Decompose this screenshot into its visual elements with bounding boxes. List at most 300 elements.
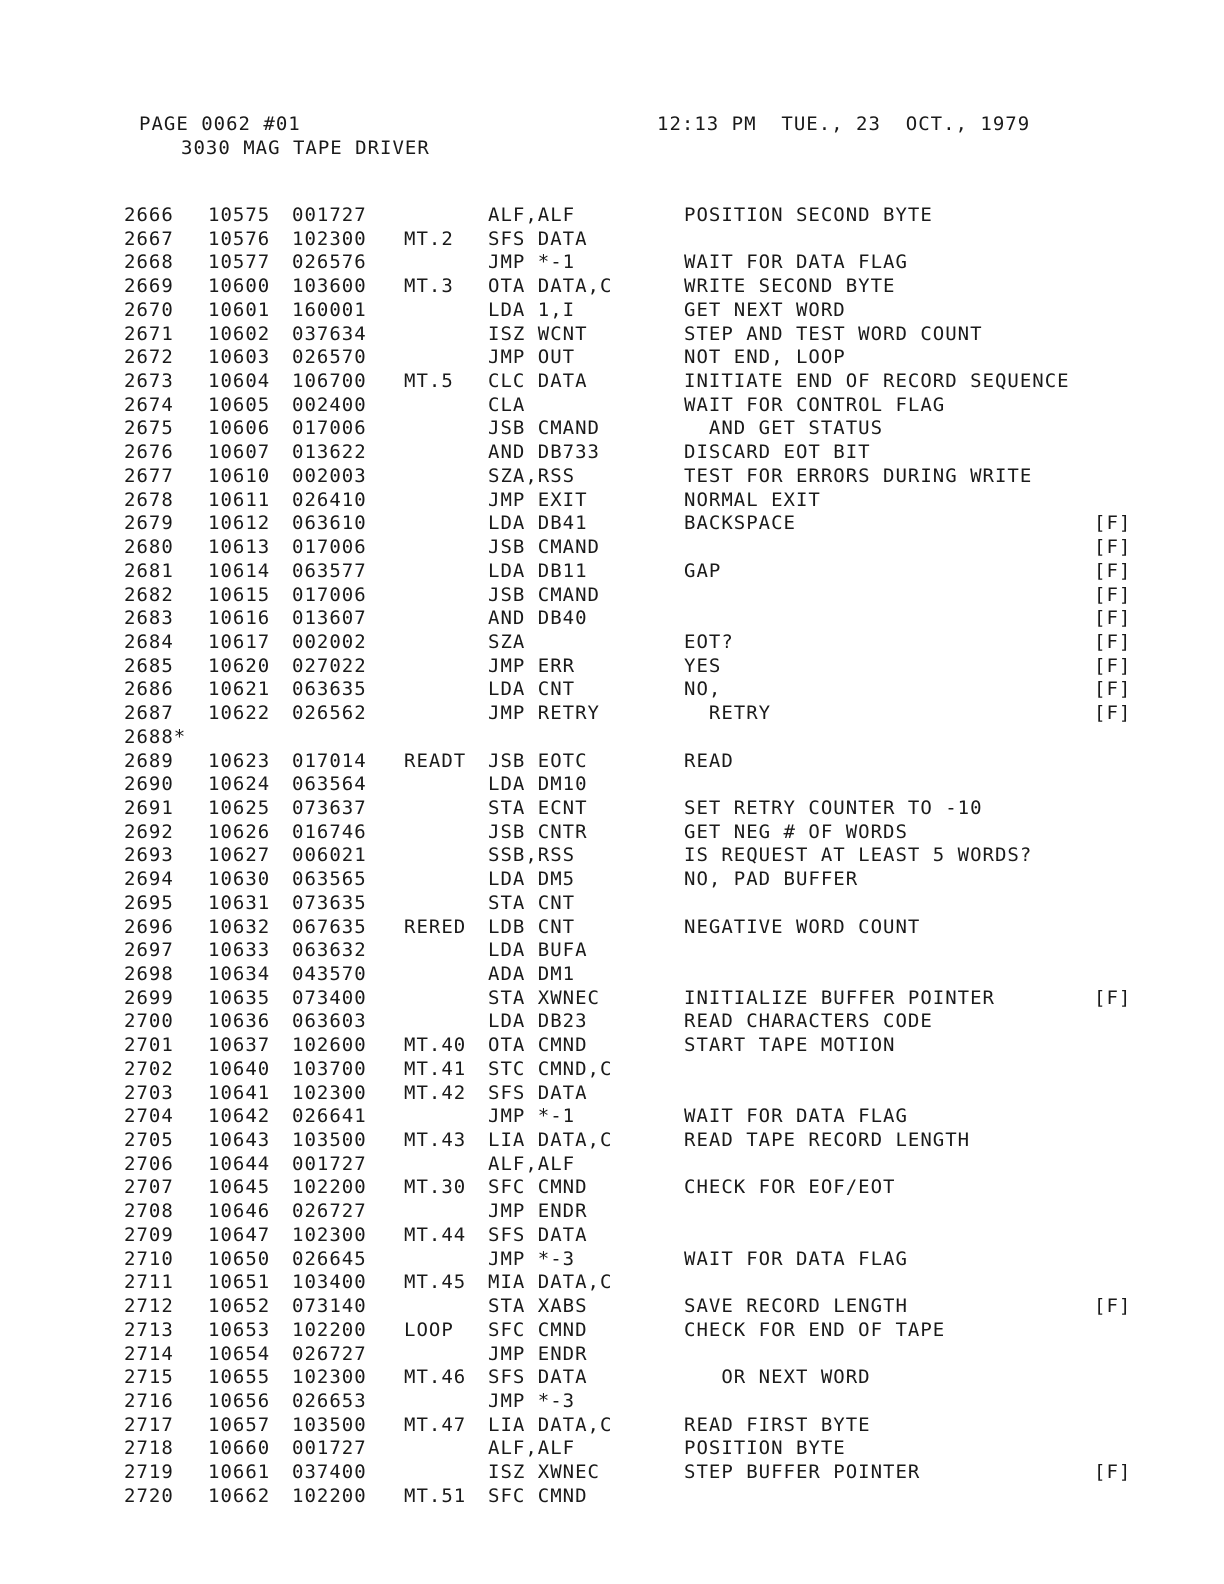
listing-row — [124, 323, 1144, 347]
line-number: 2689 — [124, 749, 174, 772]
instruction: LDA DB11 — [488, 559, 588, 582]
object-code: 102200 — [292, 1318, 367, 1341]
address: 10656 — [208, 1389, 271, 1412]
line-number: 2693 — [124, 844, 174, 867]
object-code: 063635 — [292, 678, 367, 701]
object-code: 102300 — [292, 227, 367, 250]
object-code: 026653 — [292, 1389, 367, 1412]
listing-row — [124, 631, 1144, 655]
instruction: AND DB733 — [488, 441, 600, 464]
page-number: PAGE 0062 #01 — [139, 113, 301, 135]
flag: [F] — [1094, 986, 1132, 1009]
comment: POSITION BYTE — [684, 1437, 846, 1460]
instruction: SFC CMND — [488, 1176, 588, 1199]
line-number: 2685 — [124, 654, 174, 677]
address: 10662 — [208, 1484, 271, 1507]
label: MT.47 — [404, 1413, 467, 1436]
object-code: 017006 — [292, 583, 367, 606]
line-number: 2700 — [124, 1010, 174, 1033]
label: MT.40 — [404, 1034, 467, 1057]
address: 10632 — [208, 915, 271, 938]
listing-row — [124, 844, 1144, 868]
instruction: LDA BUFA — [488, 939, 588, 962]
object-code: 026641 — [292, 1105, 367, 1128]
address: 10615 — [208, 583, 271, 606]
address: 10622 — [208, 702, 271, 725]
line-number: 2702 — [124, 1057, 174, 1080]
line-number: 2708 — [124, 1200, 174, 1223]
line-number: 2687 — [124, 702, 174, 725]
comment: CHECK FOR EOF/EOT — [684, 1176, 896, 1199]
address: 10575 — [208, 204, 271, 226]
line-number: 2703 — [124, 1081, 174, 1104]
address: 10655 — [208, 1366, 271, 1389]
listing-row — [124, 939, 1144, 963]
instruction: STA CNT — [488, 891, 576, 914]
line-number: 2682 — [124, 583, 174, 606]
flag: [F] — [1094, 559, 1132, 582]
listing-row — [124, 417, 1144, 441]
line-number: 2707 — [124, 1176, 174, 1199]
address: 10635 — [208, 986, 271, 1009]
object-code: 013607 — [292, 607, 367, 630]
object-code: 016746 — [292, 820, 367, 843]
line-number: 2715 — [124, 1366, 174, 1389]
listing-row — [124, 1271, 1144, 1295]
line-number: 2666 — [124, 204, 174, 226]
address: 10660 — [208, 1437, 271, 1460]
address: 10601 — [208, 298, 271, 321]
listing-row — [124, 1343, 1144, 1367]
object-code: 001727 — [292, 204, 367, 226]
listing-row — [124, 750, 1144, 774]
listing-row — [124, 1176, 1144, 1200]
object-code: 063632 — [292, 939, 367, 962]
flag: [F] — [1094, 1295, 1132, 1318]
program-title: 3030 MAG TAPE DRIVER — [181, 137, 430, 159]
listing-row — [124, 1010, 1144, 1034]
line-number: 2695 — [124, 891, 174, 914]
object-code: 067635 — [292, 915, 367, 938]
address: 10640 — [208, 1057, 271, 1080]
address: 10611 — [208, 488, 271, 511]
line-number: 2711 — [124, 1271, 174, 1294]
flag: [F] — [1094, 536, 1132, 559]
instruction: SFS DATA — [488, 227, 588, 250]
address: 10576 — [208, 227, 271, 250]
line-number: 2679 — [124, 512, 174, 535]
address: 10630 — [208, 868, 271, 891]
address: 10617 — [208, 630, 271, 653]
instruction: SZA,RSS — [488, 464, 576, 487]
object-code: 017006 — [292, 417, 367, 440]
listing-row — [124, 275, 1144, 299]
instruction: SFS DATA — [488, 1223, 588, 1246]
address: 10636 — [208, 1010, 271, 1033]
line-number: 2719 — [124, 1461, 174, 1484]
comment: BACKSPACE — [684, 512, 796, 535]
instruction: ISZ WCNT — [488, 322, 588, 345]
address: 10651 — [208, 1271, 271, 1294]
label: MT.2 — [404, 227, 454, 250]
listing-row — [124, 868, 1144, 892]
address: 10616 — [208, 607, 271, 630]
label: MT.42 — [404, 1081, 467, 1104]
line-number: 2701 — [124, 1034, 174, 1057]
address: 10652 — [208, 1295, 271, 1318]
instruction: JSB CMAND — [488, 536, 600, 559]
instruction: JMP EXIT — [488, 488, 588, 511]
line-number: 2712 — [124, 1295, 174, 1318]
comment: INITIATE END OF RECORD SEQUENCE — [684, 370, 1070, 393]
listing-row — [124, 797, 1144, 821]
instruction: CLC DATA — [488, 370, 588, 393]
instruction: STA ECNT — [488, 796, 588, 819]
object-code: 026645 — [292, 1247, 367, 1270]
address: 10577 — [208, 251, 271, 274]
line-number: 2671 — [124, 322, 174, 345]
line-number: 2718 — [124, 1437, 174, 1460]
line-number: 2688* — [124, 725, 187, 748]
object-code: 102200 — [292, 1176, 367, 1199]
comment: STEP AND TEST WORD COUNT — [684, 322, 983, 345]
instruction: LDA DB23 — [488, 1010, 588, 1033]
comment: STEP BUFFER POINTER — [684, 1461, 921, 1484]
instruction: JMP *-3 — [488, 1247, 576, 1270]
object-code: 002003 — [292, 464, 367, 487]
line-number: 2672 — [124, 346, 174, 369]
listing-row — [124, 1437, 1144, 1461]
line-number: 2667 — [124, 227, 174, 250]
address: 10642 — [208, 1105, 271, 1128]
object-code: 026576 — [292, 251, 367, 274]
instruction: LDA CNT — [488, 678, 576, 701]
object-code: 073637 — [292, 796, 367, 819]
address: 10626 — [208, 820, 271, 843]
instruction: STC CMND,C — [488, 1057, 613, 1080]
comment: GET NEG # OF WORDS — [684, 820, 908, 843]
comment: NO, PAD BUFFER — [684, 868, 859, 891]
object-code: 026562 — [292, 702, 367, 725]
object-code: 103400 — [292, 1271, 367, 1294]
object-code: 073635 — [292, 891, 367, 914]
comment: READ TAPE RECORD LENGTH — [684, 1129, 971, 1152]
listing-row — [124, 299, 1144, 323]
comment: CHECK FOR END OF TAPE — [684, 1318, 946, 1341]
address: 10620 — [208, 654, 271, 677]
line-number: 2674 — [124, 393, 174, 416]
line-number: 2720 — [124, 1484, 174, 1507]
listing-row — [124, 489, 1144, 513]
object-code: 063564 — [292, 773, 367, 796]
comment: WAIT FOR DATA FLAG — [684, 251, 908, 274]
listing-row — [124, 394, 1144, 418]
address: 10654 — [208, 1342, 271, 1365]
label: MT.5 — [404, 370, 454, 393]
listing-row — [124, 465, 1144, 489]
line-number: 2713 — [124, 1318, 174, 1341]
address: 10641 — [208, 1081, 271, 1104]
line-number: 2704 — [124, 1105, 174, 1128]
instruction: ALF,ALF — [488, 204, 576, 226]
address: 10613 — [208, 536, 271, 559]
object-code: 103500 — [292, 1129, 367, 1152]
listing-row — [124, 1461, 1144, 1485]
object-code: 103500 — [292, 1413, 367, 1436]
instruction: OTA DATA,C — [488, 275, 613, 298]
listing-row — [124, 892, 1144, 916]
label: MT.44 — [404, 1223, 467, 1246]
comment: TEST FOR ERRORS DURING WRITE — [684, 464, 1033, 487]
comment: DISCARD EOT BIT — [684, 441, 871, 464]
object-code: 001727 — [292, 1152, 367, 1175]
line-number: 2677 — [124, 464, 174, 487]
address: 10644 — [208, 1152, 271, 1175]
line-number: 2673 — [124, 370, 174, 393]
label: MT.41 — [404, 1057, 467, 1080]
object-code: 027022 — [292, 654, 367, 677]
line-number: 2675 — [124, 417, 174, 440]
instruction: JSB CNTR — [488, 820, 588, 843]
instruction: SFS DATA — [488, 1366, 588, 1389]
instruction: JMP ERR — [488, 654, 576, 677]
instruction: STA XWNEC — [488, 986, 600, 1009]
line-number: 2692 — [124, 820, 174, 843]
listing-row — [124, 1319, 1144, 1343]
listing-row — [124, 370, 1144, 394]
line-number: 2678 — [124, 488, 174, 511]
object-code: 063610 — [292, 512, 367, 535]
line-number: 2676 — [124, 441, 174, 464]
listing-row — [124, 1295, 1144, 1319]
address: 10627 — [208, 844, 271, 867]
object-code: 063603 — [292, 1010, 367, 1033]
instruction: JSB CMAND — [488, 417, 600, 440]
address: 10657 — [208, 1413, 271, 1436]
line-number: 2694 — [124, 868, 174, 891]
listing-row — [124, 512, 1144, 536]
instruction: JMP *-3 — [488, 1389, 576, 1412]
instruction: JMP ENDR — [488, 1342, 588, 1365]
comment: WAIT FOR DATA FLAG — [684, 1105, 908, 1128]
comment: READ CHARACTERS CODE — [684, 1010, 933, 1033]
object-code: 160001 — [292, 298, 367, 321]
label: MT.30 — [404, 1176, 467, 1199]
object-code: 102300 — [292, 1366, 367, 1389]
instruction: ALF,ALF — [488, 1437, 576, 1460]
object-code: 026727 — [292, 1342, 367, 1365]
object-code: 026570 — [292, 346, 367, 369]
instruction: JSB CMAND — [488, 583, 600, 606]
object-code: 002400 — [292, 393, 367, 416]
label: READT — [404, 749, 467, 772]
label: LOOP — [404, 1318, 454, 1341]
instruction: ALF,ALF — [488, 1152, 576, 1175]
instruction: SZA — [488, 630, 526, 653]
instruction: LDA DM5 — [488, 868, 576, 891]
address: 10600 — [208, 275, 271, 298]
comment: SET RETRY COUNTER TO -10 — [684, 796, 983, 819]
address: 10610 — [208, 464, 271, 487]
object-code: 063565 — [292, 868, 367, 891]
comment: IS REQUEST AT LEAST 5 WORDS? — [684, 844, 1033, 867]
comment: INITIALIZE BUFFER POINTER — [684, 986, 995, 1009]
instruction: JMP *-1 — [488, 251, 576, 274]
flag: [F] — [1094, 678, 1132, 701]
listing-row — [124, 251, 1144, 275]
instruction: JMP ENDR — [488, 1200, 588, 1223]
comment: EOT? — [684, 630, 734, 653]
address: 10621 — [208, 678, 271, 701]
listing-row — [124, 560, 1144, 584]
object-code: 001727 — [292, 1437, 367, 1460]
address: 10647 — [208, 1223, 271, 1246]
comment: WAIT FOR CONTROL FLAG — [684, 393, 946, 416]
instruction: STA XABS — [488, 1295, 588, 1318]
comment: RETRY — [684, 702, 772, 725]
address: 10633 — [208, 939, 271, 962]
line-number: 2696 — [124, 915, 174, 938]
listing-row — [124, 963, 1144, 987]
instruction: JSB EOTC — [488, 749, 588, 772]
instruction: ADA DM1 — [488, 963, 576, 985]
address: 10646 — [208, 1200, 271, 1223]
listing-row — [124, 678, 1144, 702]
instruction: SFC CMND — [488, 1484, 588, 1507]
line-number: 2709 — [124, 1223, 174, 1246]
flag: [F] — [1094, 702, 1132, 725]
line-number: 2710 — [124, 1247, 174, 1270]
comment: POSITION SECOND BYTE — [684, 204, 933, 226]
line-number: 2681 — [124, 559, 174, 582]
address: 10606 — [208, 417, 271, 440]
address: 10661 — [208, 1461, 271, 1484]
comment: WAIT FOR DATA FLAG — [684, 1247, 908, 1270]
object-code: 002002 — [292, 630, 367, 653]
address: 10645 — [208, 1176, 271, 1199]
instruction: LDB CNT — [488, 915, 576, 938]
listing-row — [124, 607, 1144, 631]
listing-row — [124, 1485, 1144, 1509]
listing-row — [124, 1200, 1144, 1224]
listing-row — [124, 1034, 1144, 1058]
listing-row — [124, 1105, 1144, 1129]
instruction: MIA DATA,C — [488, 1271, 613, 1294]
object-code: 037634 — [292, 322, 367, 345]
comment: READ — [684, 749, 734, 772]
listing-row — [124, 726, 1144, 750]
instruction: SFC CMND — [488, 1318, 588, 1341]
address: 10607 — [208, 441, 271, 464]
comment: YES — [684, 654, 722, 677]
instruction: SFS DATA — [488, 1081, 588, 1104]
listing-row — [124, 228, 1144, 252]
listing-row — [124, 584, 1144, 608]
line-number: 2668 — [124, 251, 174, 274]
listing-row — [124, 1224, 1144, 1248]
comment: NORMAL EXIT — [684, 488, 821, 511]
address: 10631 — [208, 891, 271, 914]
object-code: 102600 — [292, 1034, 367, 1057]
instruction: JMP RETRY — [488, 702, 600, 725]
address: 10643 — [208, 1129, 271, 1152]
line-number: 2698 — [124, 963, 174, 985]
listing-row — [124, 655, 1144, 679]
flag: [F] — [1094, 512, 1132, 535]
listing-row — [124, 916, 1144, 940]
address: 10650 — [208, 1247, 271, 1270]
address: 10605 — [208, 393, 271, 416]
line-number: 2697 — [124, 939, 174, 962]
object-code: 073400 — [292, 986, 367, 1009]
address: 10603 — [208, 346, 271, 369]
listing-row — [124, 1082, 1144, 1106]
comment: AND GET STATUS — [684, 417, 884, 440]
listing-row — [124, 346, 1144, 370]
comment: NO, — [684, 678, 722, 701]
comment: GAP — [684, 559, 722, 582]
comment: SAVE RECORD LENGTH — [684, 1295, 908, 1318]
listing-row — [124, 702, 1144, 726]
line-number: 2706 — [124, 1152, 174, 1175]
flag: [F] — [1094, 630, 1132, 653]
address: 10637 — [208, 1034, 271, 1057]
line-number: 2690 — [124, 773, 174, 796]
line-number: 2699 — [124, 986, 174, 1009]
address: 10653 — [208, 1318, 271, 1341]
listing-row — [124, 987, 1144, 1011]
assembly-listing — [124, 204, 1144, 1509]
listing-row — [124, 1248, 1144, 1272]
flag: [F] — [1094, 607, 1132, 630]
address: 10614 — [208, 559, 271, 582]
address: 10634 — [208, 963, 271, 985]
address: 10604 — [208, 370, 271, 393]
listing-row — [124, 1366, 1144, 1390]
line-number: 2669 — [124, 275, 174, 298]
listing-row — [124, 1414, 1144, 1438]
flag: [F] — [1094, 1461, 1132, 1484]
comment: READ FIRST BYTE — [684, 1413, 871, 1436]
label: MT.3 — [404, 275, 454, 298]
comment: GET NEXT WORD — [684, 298, 846, 321]
line-number: 2705 — [124, 1129, 174, 1152]
instruction: LDA DB41 — [488, 512, 588, 535]
instruction: AND DB40 — [488, 607, 588, 630]
object-code: 013622 — [292, 441, 367, 464]
line-number: 2670 — [124, 298, 174, 321]
flag: [F] — [1094, 654, 1132, 677]
instruction: LDA 1,I — [488, 298, 576, 321]
line-number: 2686 — [124, 678, 174, 701]
object-code: 102300 — [292, 1081, 367, 1104]
address: 10612 — [208, 512, 271, 535]
object-code: 102200 — [292, 1484, 367, 1507]
instruction: SSB,RSS — [488, 844, 576, 867]
address: 10623 — [208, 749, 271, 772]
instruction: LIA DATA,C — [488, 1129, 613, 1152]
object-code: 026727 — [292, 1200, 367, 1223]
comment: START TAPE MOTION — [684, 1034, 896, 1057]
comment: NEGATIVE WORD COUNT — [684, 915, 921, 938]
line-number: 2691 — [124, 796, 174, 819]
comment: WRITE SECOND BYTE — [684, 275, 896, 298]
comment: NOT END, LOOP — [684, 346, 846, 369]
flag: [F] — [1094, 583, 1132, 606]
object-code: 103700 — [292, 1057, 367, 1080]
object-code: 043570 — [292, 963, 367, 985]
instruction: JMP *-1 — [488, 1105, 576, 1128]
